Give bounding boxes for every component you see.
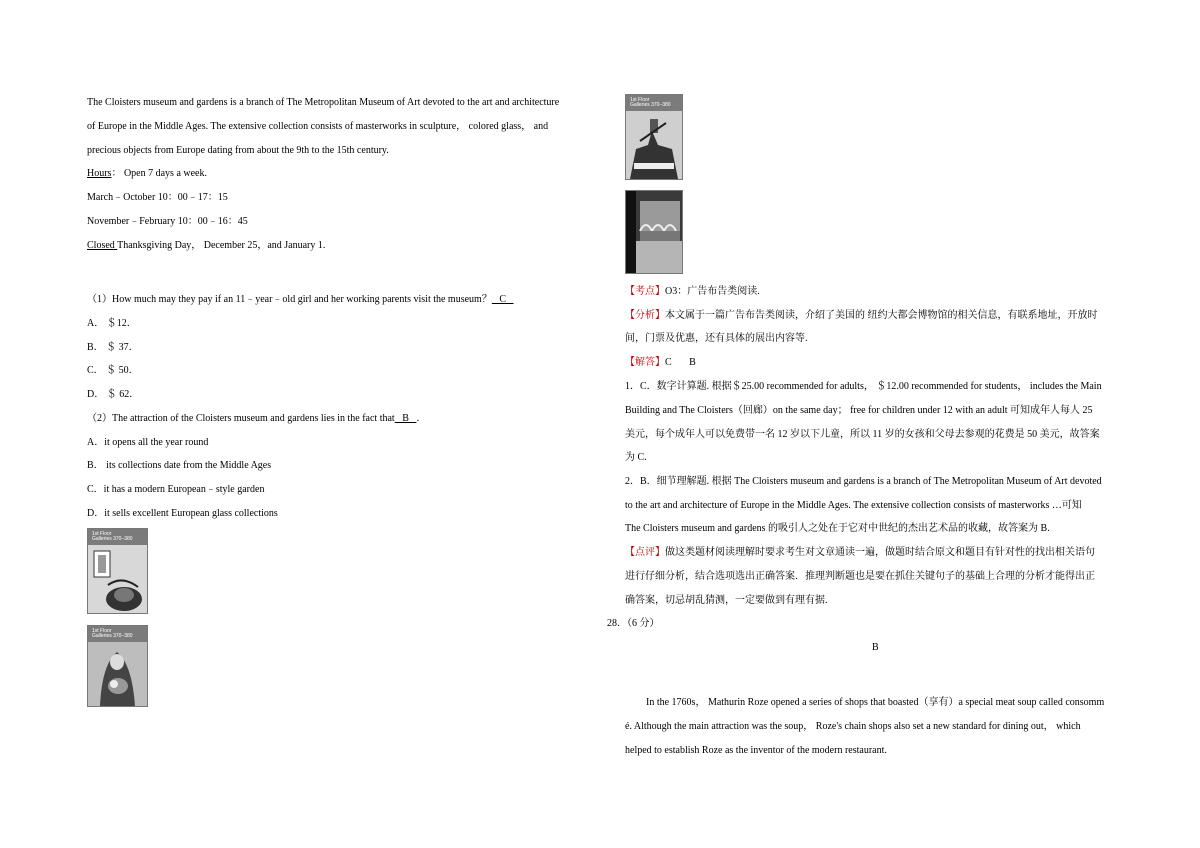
q2-option-c: C．it has a modern European﹣style garden: [87, 484, 265, 495]
jieda-tag: 【解答】: [625, 357, 665, 368]
fenxi-line-2: 间，门票及优惠，还有具体的展出内容等.: [625, 333, 808, 344]
hours-summer: March﹣October 10：00﹣17：15: [87, 192, 228, 203]
gallery-image-2: [87, 625, 148, 707]
question-1: [87, 294, 514, 306]
q1-option-a: A． ＄12．: [87, 318, 137, 329]
jieda-line: [625, 357, 696, 369]
closed-text: Thanksgiving Day， December 25，and January 1.: [117, 240, 326, 251]
hours-winter: November﹣February 10：00﹣16：45: [87, 216, 248, 227]
gallery-image-3: [625, 94, 683, 180]
hours-label: Hours: [87, 168, 112, 179]
kaodian-line: [625, 286, 760, 298]
analysis-line-3: 美元，每个成年人可以免费带一名 12 岁以下儿童，所以 11 岁的女孩和父母去参观的花费是 50 美元，故答案: [625, 429, 1100, 440]
cloister-image: [625, 190, 683, 274]
analysis-line-1: 1．C．数字计算题. 根据＄25.00 recommended for adults， ＄12.00 recommended for students， includes the Main: [625, 381, 1102, 392]
q2-option-d: D．it sells excellent European glass collections: [87, 508, 278, 519]
analysis-line-7: The Cloisters museum and gardens 的吸引人之处在于它对中世纪的杰出艺术品的收藏，故答案为 B.: [625, 523, 1050, 534]
analysis-line-2: Building and The Cloisters（回廊）on the same day； free for children under 12 with an adult 可知成年人每人 25: [625, 405, 1093, 416]
jieda-text: C B: [665, 357, 696, 368]
question-1-answer: C: [491, 294, 514, 305]
gallery-image-3-caption: 1st Floor Galleries 370–380: [630, 97, 671, 108]
intro-line-2: of Europe in the Middle Ages. The extensive collection consists of masterworks in sculpture， colored glass， and: [87, 121, 549, 132]
dianping-line-3: 确答案，切忌胡乱猜测，一定要做到有理有据.: [625, 595, 828, 606]
question-2-end: ．: [416, 413, 427, 424]
kaodian-text: O3：广告布告类阅读.: [665, 286, 760, 297]
gallery-image-1-art: [88, 545, 147, 613]
gallery-image-3-art: [626, 111, 682, 179]
passage-line-2: é. Although the main attraction was the soup， Roze's chain shops also set a new standard for dining out， which: [625, 721, 1081, 732]
section-b-heading: B: [872, 642, 879, 653]
hours-text: ： Open 7 days a week.: [111, 168, 207, 179]
q1-option-c: C． ＄ 50．: [87, 365, 139, 376]
question-28-heading: 28．（6 分）: [607, 618, 660, 629]
gallery-image-1: [87, 528, 148, 614]
passage-line-1: In the 1760s， Mathurin Roze opened a series of shops that boasted（享有）a special meat soup called consomm: [646, 697, 1105, 708]
closed-label: Closed: [87, 240, 118, 251]
q2-option-b: B． its collections date from the Middle Ages: [87, 460, 272, 471]
intro-line-1: The Cloisters museum and gardens is a branch of The Metropolitan Museum of Art devoted to the art and architecture: [87, 97, 560, 108]
gallery-image-1-caption: 1st Floor Galleries 370–380: [92, 531, 133, 542]
analysis-line-5: 2．B．细节理解题. 根据 The Cloisters museum and gardens is a branch of The Metropolitan Museum of Art devoted: [625, 476, 1102, 487]
fenxi-tag: 【分析】: [625, 310, 665, 321]
dianping-line-1: [625, 547, 1095, 559]
fenxi-line-1: [625, 310, 1098, 322]
dianping-tag: 【点评】: [625, 547, 665, 558]
dianping-text-1: 做这类题材阅读理解时要求考生对文章通读一遍，做题时结合原文和题目有针对性的找出相关语句: [665, 547, 1095, 558]
closed-line: [87, 240, 325, 252]
question-2-text: （2）The attraction of the Cloisters museum and gardens lies in the fact that: [87, 413, 395, 424]
cloister-image-art: [626, 191, 682, 273]
dianping-line-2: 进行仔细分析，结合选项选出正确答案．推理判断题也是要在抓住关键句子的基础上合理的分析才能得出正: [625, 571, 1095, 582]
analysis-line-4: 为 C.: [625, 452, 647, 463]
q2-option-a: A．it opens all the year round: [87, 437, 209, 448]
question-1-text: （1）How much may they pay if an 11﹣year﹣old girl and her working parents visit the museum？: [87, 294, 492, 305]
kaodian-tag: 【考点】: [625, 286, 665, 297]
intro-line-3: precious objects from Europe dating from about the 9th to the 15th century.: [87, 145, 389, 156]
question-2: [87, 413, 426, 425]
fenxi-text-1: 本文属于一篇广告布告类阅读，介绍了美国的 纽约大都会博物馆的相关信息，有联系地址，开放时: [665, 310, 1098, 321]
q1-option-d: D． ＄ 62．: [87, 389, 140, 400]
gallery-image-2-art: [88, 642, 147, 706]
gallery-image-2-caption: 1st Floor Galleries 370–380: [92, 628, 133, 639]
passage-line-3: helped to establish Roze as the inventor of the modern restaurant.: [625, 745, 887, 756]
q1-option-b: B． ＄ 37．: [87, 342, 139, 353]
analysis-line-6: to the art and architecture of Europe in the Middle Ages. The extensive collection consists of masterworks …可知: [625, 500, 1082, 511]
question-2-answer: B: [394, 413, 417, 424]
hours-line: [87, 168, 207, 180]
